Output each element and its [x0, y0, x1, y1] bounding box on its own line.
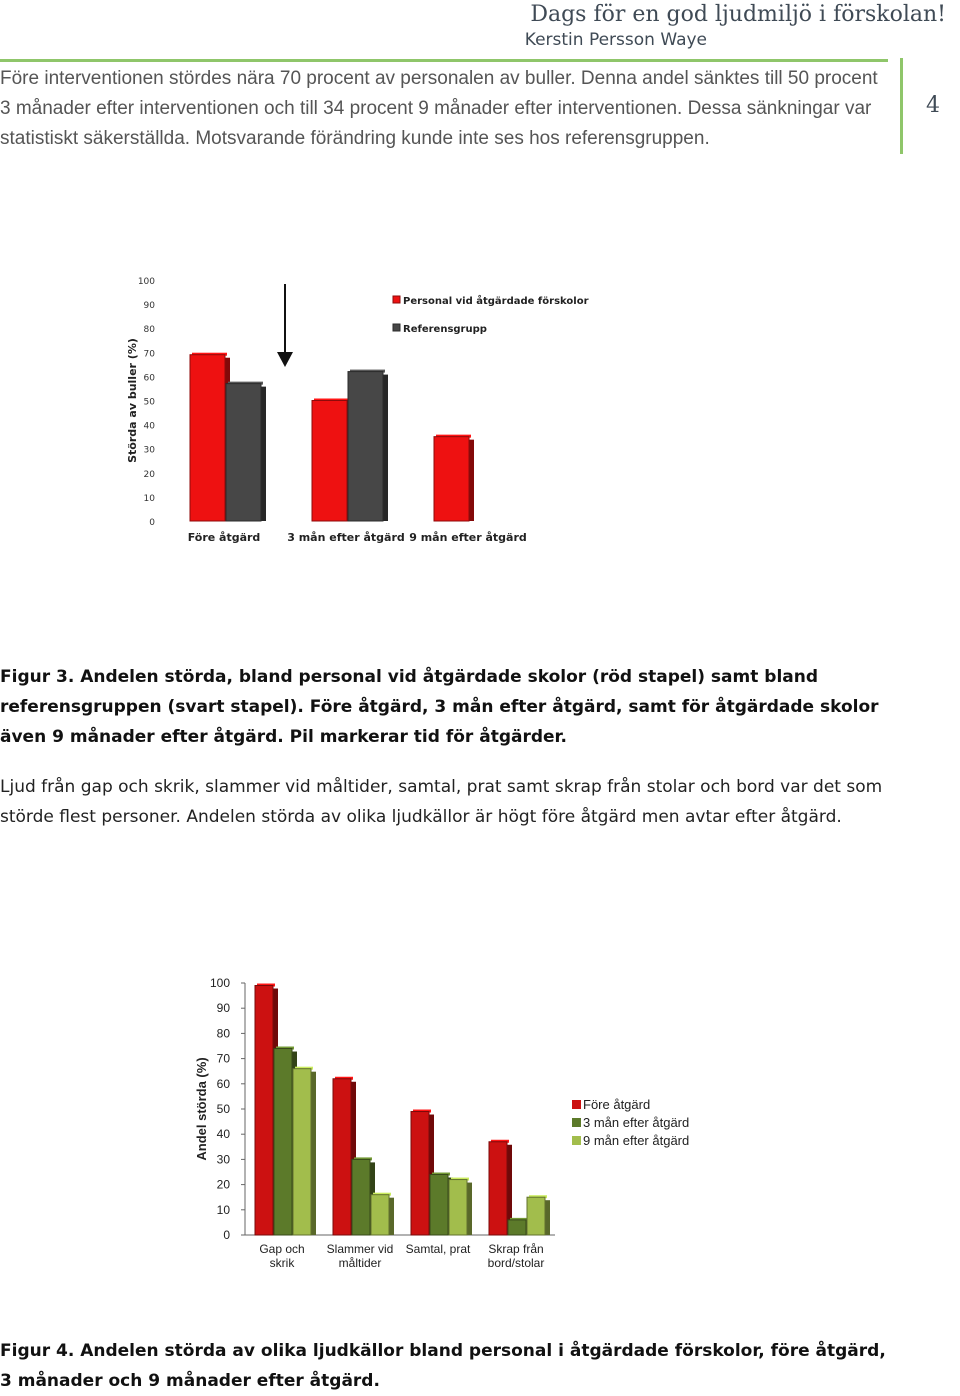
legend-label: Referensgrupp: [403, 324, 487, 335]
y-tick-label: 80: [143, 325, 155, 336]
legend-swatch: [572, 1136, 581, 1145]
y-tick-label: 30: [216, 1152, 230, 1167]
legend-swatch: [393, 324, 400, 331]
x-tick-label: Före åtgärd: [187, 531, 261, 544]
y-tick-label: 0: [149, 518, 155, 528]
y-tick-label: 100: [209, 976, 230, 990]
x-tick-label: Gap och skrik: [259, 1242, 305, 1270]
figure-4-caption: Figur 4. Andelen störda av olika ljudkällor bland personal i åtgärdade förskolor, före åtgärd, 3 månader och 9 månader efter åtgärd.: [0, 1341, 886, 1391]
page-number: 4: [900, 58, 960, 154]
y-tick-label: 60: [216, 1076, 230, 1091]
bar-9man: [449, 1178, 472, 1235]
x-tick-label: 9 mån efter åtgärd: [409, 531, 527, 544]
legend-label: 9 mån efter åtgärd: [583, 1133, 690, 1148]
x-tick-label: Slammer vid måltider: [326, 1242, 394, 1270]
legend-label: 3 mån efter åtgärd: [583, 1115, 690, 1130]
y-tick-label: 60: [143, 373, 155, 384]
y-tick-label: 20: [216, 1177, 230, 1192]
header-divider: [0, 59, 888, 62]
bar-9man: [371, 1193, 394, 1235]
bar-referens: [226, 382, 266, 521]
legend-swatch: [572, 1118, 581, 1127]
bar-9man: [293, 1067, 316, 1235]
legend-swatch: [393, 296, 400, 303]
body-paragraph: Ljud från gap och skrik, slammer vid måltider, samtal, prat samt skrap från stolar och bord var det som störde flest personer. Andelen störda av olika ljudkällor är högt före åtgärd men avtar efter åtgärd.: [0, 777, 883, 827]
document-header-title: Dags för en god ljudmiljö i förskolan!: [530, 2, 946, 27]
legend-swatch: [572, 1100, 581, 1109]
document-author: Kerstin Persson Waye: [524, 30, 707, 50]
y-tick-label: 100: [137, 277, 155, 287]
legend-label: Personal vid åtgärdade förskolor: [403, 296, 589, 307]
legend-label: Före åtgärd: [583, 1097, 651, 1112]
x-tick-label: 3 mån efter åtgärd: [287, 531, 405, 544]
x-tick-label: Samtal, prat: [405, 1242, 471, 1256]
y-tick-label: 10: [143, 493, 155, 504]
y-axis-label: Störda av buller (%): [126, 338, 139, 463]
y-tick-label: 50: [143, 397, 155, 408]
y-tick-label: 80: [216, 1026, 230, 1041]
y-tick-label: 20: [143, 469, 155, 480]
y-tick-label: 90: [143, 301, 155, 312]
y-tick-label: 10: [216, 1202, 230, 1217]
y-axis-label: Andel störda (%): [194, 1057, 209, 1161]
bar-personal: [434, 435, 474, 521]
y-tick-label: 90: [216, 1001, 230, 1016]
y-tick-label: 70: [143, 349, 155, 360]
y-tick-label: 40: [216, 1127, 230, 1142]
figure-3-bar-chart: [0, 270, 600, 570]
y-tick-label: 50: [216, 1102, 230, 1116]
figure-3-caption: Figur 3. Andelen störda, bland personal vid åtgärdade skolor (röd stapel) samt bland referensgruppen (svart stapel). Före åtgärd, 3 mån efter åtgärd, samt för åtgärdade skolor även 9 månader efter åtgärd. Pil markerar tid för åtgärder.: [0, 667, 879, 747]
x-tick-label: Skrap från bord/stolar: [487, 1242, 545, 1270]
intro-paragraph: Före interventionen stördes nära 70 procent av personalen av buller. Denna andel sänktes till 50 procent 3 månader efter interventionen och till 34 procent 9 månader efter interventionen. Dessa sänkningar var statistiskt säkerställda. Motsvarande förändring kunde inte ses hos referensgruppen.: [0, 68, 878, 149]
figure-4-bar-chart: [0, 970, 740, 1280]
y-tick-label: 40: [143, 421, 155, 432]
bar-personal: [190, 353, 230, 521]
y-tick-label: 0: [223, 1228, 230, 1242]
bar-referens: [348, 370, 388, 521]
arrow-head-icon: [277, 352, 293, 367]
bar-personal: [312, 399, 352, 522]
y-tick-label: 30: [143, 445, 155, 456]
bar-9man: [527, 1195, 550, 1235]
y-tick-label: 70: [216, 1051, 230, 1066]
